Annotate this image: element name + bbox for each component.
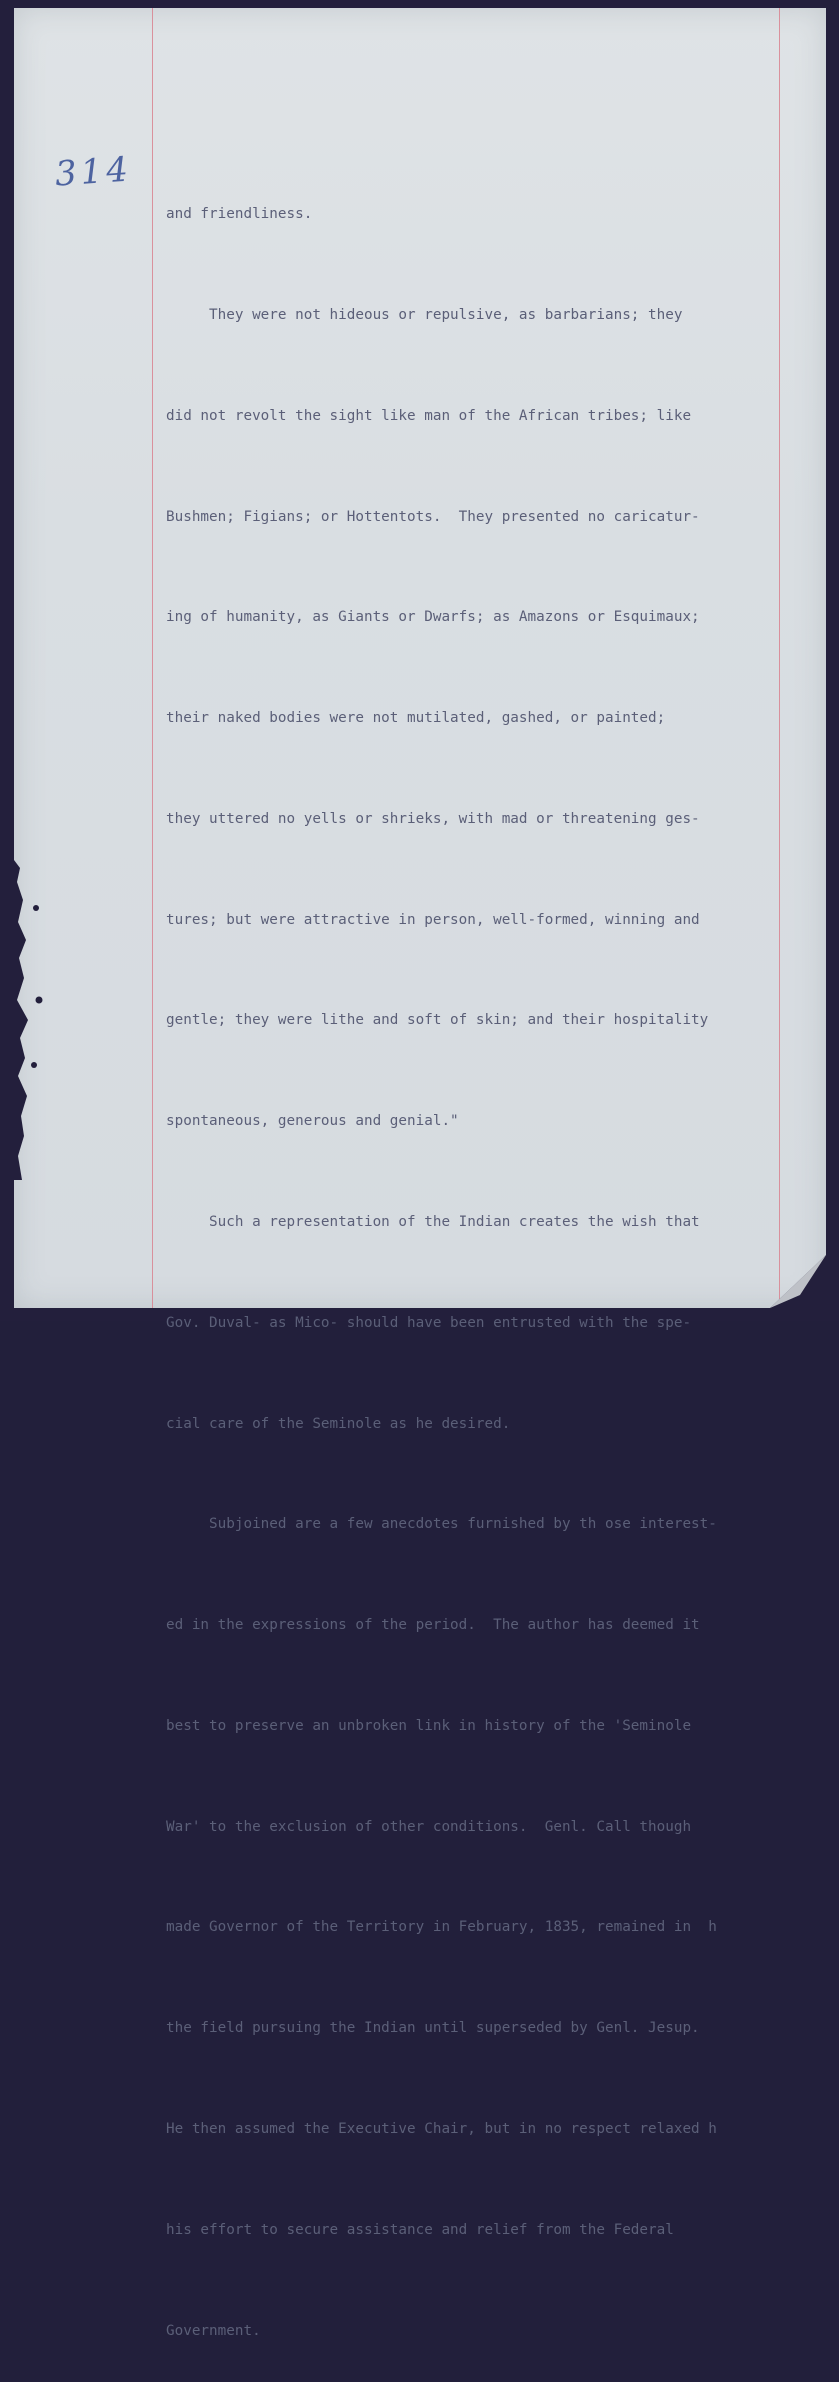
text-line: They were not hideous or repulsive, as barbarians; they bbox=[166, 306, 683, 323]
text-line: the field pursuing the Indian until superseded by Genl. Jesup. bbox=[166, 2020, 700, 2037]
text-line: made Governor of the Territory in February, 1835, remained in h bbox=[166, 1919, 717, 1936]
text-line: Subjoined are a few anecdotes furnished by th ose interest- bbox=[166, 1516, 717, 1533]
text-line: their naked bodies were not mutilated, gashed, or painted; bbox=[166, 710, 666, 727]
text-line: Bushmen; Figians; or Hottentots. They presented no caricatur- bbox=[166, 508, 700, 525]
text-line: cial care of the Seminole as he desired. bbox=[166, 1415, 511, 1432]
left-margin-rule bbox=[152, 8, 153, 1308]
text-line: ed in the expressions of the period. The author has deemed it bbox=[166, 1617, 700, 1634]
torn-left-edge bbox=[14, 860, 54, 1180]
text-line: they uttered no yells or shrieks, with mad or threatening ges- bbox=[166, 810, 700, 827]
handwritten-page-number: 314 bbox=[53, 149, 134, 195]
text-line: spontaneous, generous and genial." bbox=[166, 1113, 459, 1130]
text-line: War' to the exclusion of other conditions. Genl. Call though bbox=[166, 1818, 692, 1835]
text-line: best to preserve an unbroken link in history of the 'Seminole bbox=[166, 1717, 692, 1734]
text-line: gentle; they were lithe and soft of skin; and their hospitality bbox=[166, 1012, 709, 1029]
text-line: tures; but were attractive in person, well-formed, winning and bbox=[166, 911, 700, 928]
text-line: Government. bbox=[166, 2322, 261, 2339]
text-line: his effort to secure assistance and relief from the Federal bbox=[166, 2221, 674, 2238]
text-line: did not revolt the sight like man of the African tribes; like bbox=[166, 407, 692, 424]
text-line: ing of humanity, as Giants or Dwarfs; as Amazons or Esquimaux; bbox=[166, 609, 700, 626]
text-line: He then assumed the Executive Chair, but in no respect relaxed h bbox=[166, 2121, 717, 2138]
text-line: Such a representation of the Indian creates the wish that bbox=[166, 1214, 700, 1230]
text-line: Gov. Duval- as Mico- should have been entrusted with the spe- bbox=[166, 1314, 692, 1331]
folded-corner bbox=[770, 1255, 826, 1308]
text-line: and friendliness. bbox=[166, 206, 313, 223]
typed-text-body bbox=[166, 131, 806, 2382]
